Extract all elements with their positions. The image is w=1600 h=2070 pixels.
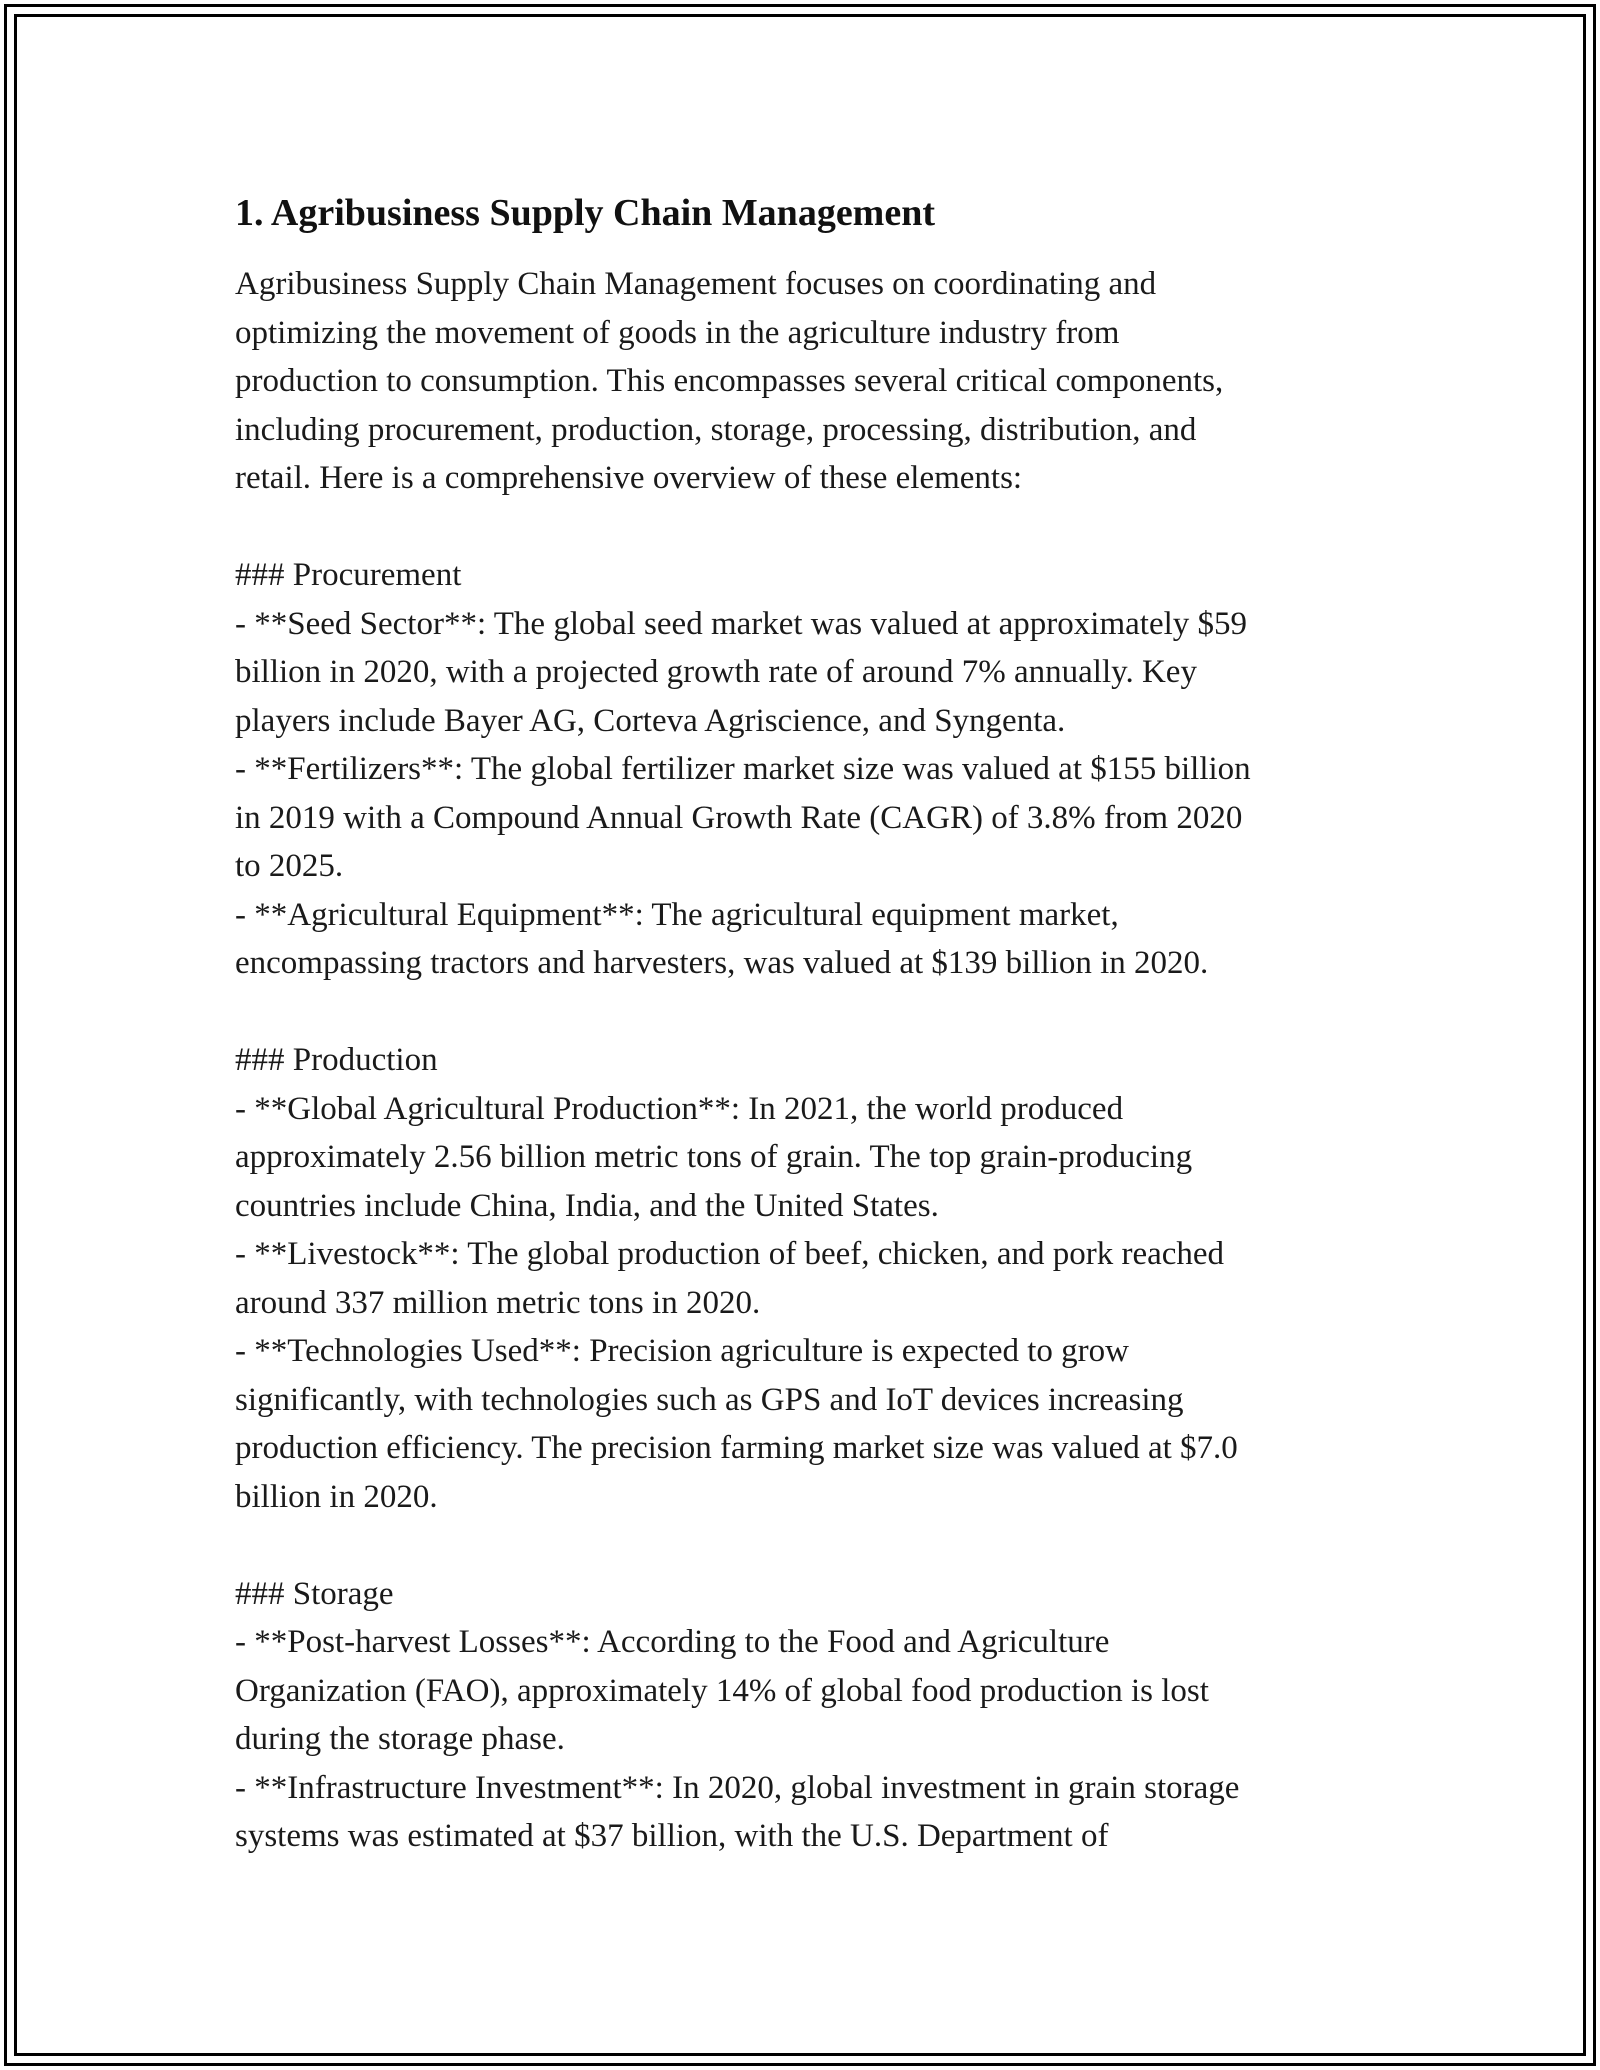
document-title: 1. Agribusiness Supply Chain Management [235,192,935,234]
intro-paragraph [235,260,1375,503]
section-heading: ### Storage [235,1575,394,1612]
text-line: - **Agricultural Equipment**: The agricultural equipment market, [235,896,1119,933]
section-storage [235,1570,1375,1861]
text-line: optimizing the movement of goods in the agriculture industry from [235,314,1120,351]
text-line: Agribusiness Supply Chain Management focuses on coordinating and [235,266,1157,302]
text-line: - **Global Agricultural Production**: In 2021, the world produced [235,1090,1124,1127]
section-heading: ### Production [235,1042,438,1078]
section-procurement [235,551,1375,988]
text-line: in 2019 with a Compound Annual Growth Rate (CAGR) of 3.8% from 2020 [235,799,1243,836]
text-line: - **Post-harvest Losses**: According to the Food and Agriculture [235,1624,1110,1660]
text-line: production to consumption. This encompasses several critical components, [235,363,1224,399]
text-line: systems was estimated at $37 billion, with the U.S. Department of [235,1818,1109,1854]
text-line: retail. Here is a comprehensive overview of these elements: [235,460,1023,496]
text-line: - **Livestock**: The global production of beef, chicken, and pork reached [235,1236,1225,1272]
section-heading: ### Procurement [235,557,462,593]
document-body [235,186,1375,1861]
text-line: billion in 2020, with a projected growth rate of around 7% annually. Key [235,654,1197,690]
text-line: billion in 2020. [235,1478,438,1515]
text-line: - **Technologies Used**: Precision agriculture is expected to grow [235,1333,1129,1369]
text-line: countries include China, India, and the United States. [235,1187,939,1224]
paragraph-gap [235,988,1375,1037]
text-line: including procurement, production, storage, processing, distribution, and [235,411,1197,448]
text-line: Organization (FAO), approximately 14% of global food production is lost [235,1672,1209,1709]
text-line: approximately 2.56 billion metric tons of grain. The top grain-producing [235,1139,1193,1175]
section-production [235,1036,1375,1521]
text-line: significantly, with technologies such as GPS and IoT devices increasing [235,1381,1184,1418]
text-line: production efficiency. The precision farming market size was valued at $7.0 [235,1430,1238,1466]
paragraph-gap [235,503,1375,552]
text-line: encompassing tractors and harvesters, was valued at $139 billion in 2020. [235,945,1209,981]
text-line: during the storage phase. [235,1721,565,1757]
paragraph-gap [235,1521,1375,1570]
text-line: players include Bayer AG, Corteva Agriscience, and Syngenta. [235,702,1066,739]
text-line: - **Infrastructure Investment**: In 2020, global investment in grain storage [235,1769,1240,1806]
text-line: - **Fertilizers**: The global fertilizer market size was valued at $155 billion [235,751,1251,787]
text-line: - **Seed Sector**: The global seed market was valued at approximately $59 [235,605,1248,642]
text-line: around 337 million metric tons in 2020. [235,1284,761,1321]
text-line: to 2025. [235,848,344,884]
